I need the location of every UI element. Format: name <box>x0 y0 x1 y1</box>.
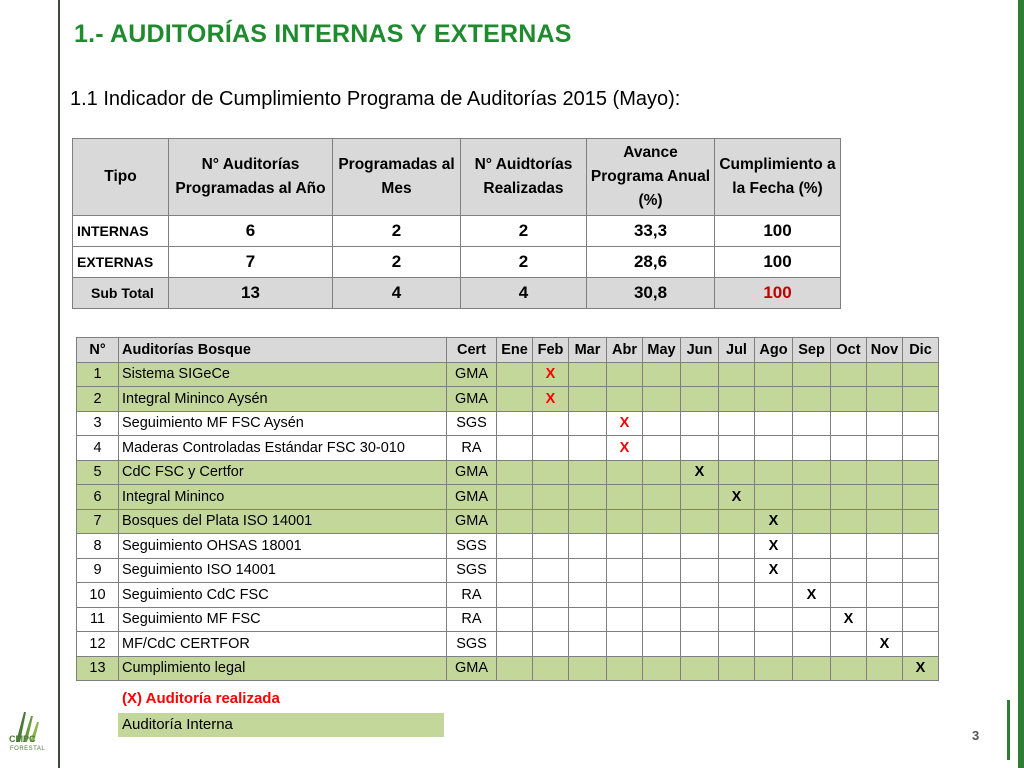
summary-header-cell: N° Auditorías Programadas al Año <box>169 139 333 216</box>
audit-month-cell <box>831 362 867 387</box>
audit-name: Sistema SIGeCe <box>119 362 447 387</box>
audit-header-cell: Nov <box>867 338 903 363</box>
left-vertical-rule <box>58 0 60 768</box>
audit-month-cell <box>755 411 793 436</box>
audit-number: 11 <box>77 607 119 632</box>
audit-month-cell <box>681 558 719 583</box>
audit-month-cell <box>607 632 643 657</box>
audit-month-cell <box>533 509 569 534</box>
audit-month-cell <box>831 387 867 412</box>
audit-month-cell <box>903 460 939 485</box>
summary-header-cell: Avance Programa Anual (%) <box>587 139 715 216</box>
audit-name: Seguimiento OHSAS 18001 <box>119 534 447 559</box>
audit-month-cell <box>569 362 607 387</box>
audit-month-cell <box>867 558 903 583</box>
audit-month-cell <box>719 509 755 534</box>
audit-name: Integral Mininco Aysén <box>119 387 447 412</box>
audit-month-cell <box>793 387 831 412</box>
audit-month-cell <box>867 607 903 632</box>
audit-name: Seguimiento ISO 14001 <box>119 558 447 583</box>
audit-month-cell <box>793 534 831 559</box>
audit-month-cell <box>681 362 719 387</box>
summary-highlight-cell: 100 <box>715 278 841 309</box>
audit-month-cell <box>607 534 643 559</box>
audit-month-cell <box>643 411 681 436</box>
audit-month-cell <box>755 632 793 657</box>
table-row <box>77 583 939 608</box>
audit-header-cell: Cert <box>447 338 497 363</box>
audit-month-cell <box>793 411 831 436</box>
audit-month-cell <box>867 485 903 510</box>
audit-month-cell <box>569 583 607 608</box>
audit-name: MF/CdC CERTFOR <box>119 632 447 657</box>
audit-month-cell <box>903 485 939 510</box>
audit-month-cell <box>533 460 569 485</box>
audit-header-cell: Ago <box>755 338 793 363</box>
audit-month-cell <box>719 632 755 657</box>
audit-number: 8 <box>77 534 119 559</box>
audit-number: 6 <box>77 485 119 510</box>
summary-cell: 28,6 <box>587 247 715 278</box>
audit-month-cell <box>755 387 793 412</box>
audit-month-cell <box>903 509 939 534</box>
audit-month-cell <box>643 632 681 657</box>
audit-month-cell <box>533 436 569 461</box>
audit-name: Cumplimiento legal <box>119 656 447 681</box>
audit-number: 7 <box>77 509 119 534</box>
audit-month-cell <box>533 534 569 559</box>
summary-cell: 2 <box>333 216 461 247</box>
audit-month-cell <box>755 485 793 510</box>
audit-month-cell <box>903 411 939 436</box>
audit-month-cell <box>831 460 867 485</box>
audit-month-cell <box>643 436 681 461</box>
audit-month-cell <box>903 607 939 632</box>
audit-month-mark: X <box>903 656 939 681</box>
audit-month-cell <box>755 436 793 461</box>
audit-month-cell <box>719 460 755 485</box>
audit-month-cell <box>533 656 569 681</box>
table-row <box>77 558 939 583</box>
audit-month-cell <box>867 362 903 387</box>
audit-cert: RA <box>447 607 497 632</box>
table-row <box>77 411 939 436</box>
audit-month-cell <box>793 656 831 681</box>
audit-month-cell <box>569 656 607 681</box>
audit-month-cell <box>607 558 643 583</box>
audit-month-mark: X <box>831 607 867 632</box>
summary-subtotal-row <box>73 278 841 309</box>
summary-cell: 30,8 <box>587 278 715 309</box>
audit-month-cell <box>831 485 867 510</box>
audit-month-cell <box>867 583 903 608</box>
audit-month-cell <box>533 558 569 583</box>
audit-month-cell <box>643 362 681 387</box>
audit-month-cell <box>607 387 643 412</box>
audit-number: 9 <box>77 558 119 583</box>
audit-month-cell <box>831 656 867 681</box>
audit-cert: GMA <box>447 460 497 485</box>
summary-cell: 13 <box>169 278 333 309</box>
summary-cell: 100 <box>715 247 841 278</box>
table-row <box>77 485 939 510</box>
audit-month-cell <box>497 485 533 510</box>
audit-month-cell <box>497 534 533 559</box>
audit-cert: SGS <box>447 534 497 559</box>
audit-cert: SGS <box>447 411 497 436</box>
slide-title: 1.- AUDITORÍAS INTERNAS Y EXTERNAS <box>74 20 572 48</box>
audit-month-cell <box>719 411 755 436</box>
audit-month-cell <box>903 632 939 657</box>
right-accent-bar-small <box>1007 700 1010 760</box>
audit-month-cell <box>793 632 831 657</box>
audit-month-cell <box>607 607 643 632</box>
audit-month-cell <box>831 411 867 436</box>
audit-header-cell: Dic <box>903 338 939 363</box>
summary-cell: 2 <box>461 247 587 278</box>
summary-cell: Sub Total <box>73 278 169 309</box>
audit-month-cell <box>569 509 607 534</box>
audit-month-cell <box>643 460 681 485</box>
table-row <box>77 656 939 681</box>
audit-month-mark: X <box>681 460 719 485</box>
audit-month-cell <box>903 534 939 559</box>
audit-month-cell <box>867 534 903 559</box>
summary-cell: 2 <box>333 247 461 278</box>
audit-number: 13 <box>77 656 119 681</box>
audit-cert: RA <box>447 436 497 461</box>
audit-month-cell <box>793 362 831 387</box>
audit-month-cell <box>867 509 903 534</box>
audit-month-cell <box>569 558 607 583</box>
audit-month-cell <box>681 509 719 534</box>
audit-month-cell <box>607 460 643 485</box>
audit-month-cell <box>533 632 569 657</box>
audit-month-cell <box>681 436 719 461</box>
audit-month-cell <box>719 607 755 632</box>
audit-month-cell <box>643 509 681 534</box>
audit-month-mark: X <box>607 411 643 436</box>
audit-cert: RA <box>447 583 497 608</box>
audit-month-cell <box>681 656 719 681</box>
audit-month-cell <box>643 607 681 632</box>
audit-month-cell <box>793 607 831 632</box>
audit-month-cell <box>793 485 831 510</box>
audit-month-cell <box>867 436 903 461</box>
audit-header-cell: Feb <box>533 338 569 363</box>
slide-subtitle: 1.1 Indicador de Cumplimiento Programa de Auditorías 2015 (Mayo): <box>70 88 681 110</box>
audit-cert: SGS <box>447 558 497 583</box>
table-row <box>77 632 939 657</box>
audit-month-cell <box>533 485 569 510</box>
table-row <box>77 362 939 387</box>
audit-month-cell <box>719 656 755 681</box>
audit-header-cell: Jun <box>681 338 719 363</box>
audit-month-cell <box>497 656 533 681</box>
audit-schedule-table <box>76 337 939 681</box>
audit-name: CdC FSC y Certfor <box>119 460 447 485</box>
audit-month-cell <box>533 607 569 632</box>
summary-cell: EXTERNAS <box>73 247 169 278</box>
audit-header-cell: May <box>643 338 681 363</box>
audit-header-row <box>77 338 939 363</box>
legend-done-text: (X) Auditoría realizada <box>122 690 280 707</box>
audit-header-cell: Sep <box>793 338 831 363</box>
summary-cell: 33,3 <box>587 216 715 247</box>
audit-name: Seguimiento CdC FSC <box>119 583 447 608</box>
summary-cell: 7 <box>169 247 333 278</box>
audit-month-cell <box>569 387 607 412</box>
logo-subtext: FORESTAL <box>10 746 46 752</box>
audit-number: 12 <box>77 632 119 657</box>
audit-number: 5 <box>77 460 119 485</box>
audit-month-cell <box>681 411 719 436</box>
audit-month-cell <box>607 656 643 681</box>
audit-month-cell <box>903 387 939 412</box>
audit-month-cell <box>569 632 607 657</box>
audit-month-cell <box>569 607 607 632</box>
right-accent-bar <box>1018 0 1024 768</box>
summary-header-cell: Cumplimiento a la Fecha (%) <box>715 139 841 216</box>
summary-header-row <box>73 139 841 216</box>
audit-cert: GMA <box>447 656 497 681</box>
audit-month-cell <box>719 558 755 583</box>
audit-cert: GMA <box>447 387 497 412</box>
audit-month-cell <box>831 509 867 534</box>
audit-month-cell <box>681 485 719 510</box>
audit-number: 10 <box>77 583 119 608</box>
summary-cell: 4 <box>461 278 587 309</box>
audit-month-cell <box>497 632 533 657</box>
table-row <box>77 534 939 559</box>
audit-month-cell <box>719 534 755 559</box>
audit-month-mark: X <box>793 583 831 608</box>
logo-text: CMPC <box>9 734 36 744</box>
audit-header-cell: Abr <box>607 338 643 363</box>
audit-month-cell <box>497 411 533 436</box>
audit-month-mark: X <box>607 436 643 461</box>
table-row <box>77 436 939 461</box>
audit-month-cell <box>643 534 681 559</box>
audit-month-cell <box>793 436 831 461</box>
audit-month-cell <box>755 656 793 681</box>
audit-cert: GMA <box>447 509 497 534</box>
audit-month-mark: X <box>755 534 793 559</box>
audit-month-cell <box>681 632 719 657</box>
audit-month-cell <box>719 362 755 387</box>
table-row <box>77 607 939 632</box>
audit-number: 3 <box>77 411 119 436</box>
audit-month-cell <box>607 509 643 534</box>
summary-row-internas <box>73 216 841 247</box>
audit-month-cell <box>755 362 793 387</box>
audit-month-cell <box>607 485 643 510</box>
audit-month-cell <box>903 362 939 387</box>
summary-cell: 2 <box>461 216 587 247</box>
audit-month-cell <box>643 485 681 510</box>
table-row <box>77 460 939 485</box>
audit-month-cell <box>643 656 681 681</box>
audit-month-cell <box>681 583 719 608</box>
audit-month-cell <box>793 460 831 485</box>
audit-month-cell <box>497 436 533 461</box>
audit-month-cell <box>867 656 903 681</box>
audit-header-cell: Jul <box>719 338 755 363</box>
audit-month-cell <box>497 583 533 608</box>
audit-month-cell <box>793 558 831 583</box>
audit-month-cell <box>793 509 831 534</box>
audit-month-cell <box>569 485 607 510</box>
audit-month-cell <box>681 387 719 412</box>
audit-name: Integral Mininco <box>119 485 447 510</box>
summary-header-cell: Tipo <box>73 139 169 216</box>
audit-month-cell <box>533 411 569 436</box>
audit-month-cell <box>643 583 681 608</box>
audit-cert: SGS <box>447 632 497 657</box>
audit-month-mark: X <box>719 485 755 510</box>
audit-month-cell <box>497 558 533 583</box>
summary-cell: 100 <box>715 216 841 247</box>
audit-month-cell <box>643 387 681 412</box>
audit-name: Maderas Controladas Estándar FSC 30-010 <box>119 436 447 461</box>
audit-month-cell <box>903 583 939 608</box>
audit-month-cell <box>497 387 533 412</box>
audit-month-cell <box>643 558 681 583</box>
audit-month-cell <box>831 436 867 461</box>
audit-month-cell <box>831 583 867 608</box>
audit-name: Seguimiento MF FSC Aysén <box>119 411 447 436</box>
audit-header-cell: Auditorías Bosque <box>119 338 447 363</box>
audit-month-cell <box>719 436 755 461</box>
audit-number: 4 <box>77 436 119 461</box>
audit-name: Seguimiento MF FSC <box>119 607 447 632</box>
audit-month-cell <box>867 411 903 436</box>
audit-month-cell <box>607 362 643 387</box>
audit-month-cell <box>497 509 533 534</box>
audit-month-cell <box>755 607 793 632</box>
audit-header-cell: Mar <box>569 338 607 363</box>
audit-month-cell <box>681 534 719 559</box>
table-row <box>77 387 939 412</box>
audit-header-cell: N° <box>77 338 119 363</box>
audit-month-mark: X <box>867 632 903 657</box>
summary-cell: 4 <box>333 278 461 309</box>
audit-month-cell <box>533 583 569 608</box>
audit-header-cell: Ene <box>497 338 533 363</box>
audit-number: 1 <box>77 362 119 387</box>
summary-cell: 6 <box>169 216 333 247</box>
audit-table-body <box>77 338 939 681</box>
audit-month-mark: X <box>755 509 793 534</box>
audit-month-cell <box>569 460 607 485</box>
audit-month-cell <box>719 583 755 608</box>
audit-month-cell <box>831 632 867 657</box>
legend-internal-swatch: Auditoría Interna <box>118 713 444 737</box>
audit-cert: GMA <box>447 485 497 510</box>
summary-header-cell: Programadas al Mes <box>333 139 461 216</box>
audit-month-cell <box>719 387 755 412</box>
summary-row-externas <box>73 247 841 278</box>
audit-month-mark: X <box>533 387 569 412</box>
audit-name: Bosques del Plata ISO 14001 <box>119 509 447 534</box>
audit-month-cell <box>569 411 607 436</box>
audit-month-cell <box>497 460 533 485</box>
audit-month-cell <box>755 583 793 608</box>
summary-header-cell: N° Auidtorías Realizadas <box>461 139 587 216</box>
table-row <box>77 509 939 534</box>
audit-month-cell <box>903 558 939 583</box>
audit-month-cell <box>569 534 607 559</box>
audit-month-cell <box>569 436 607 461</box>
audit-month-cell <box>903 436 939 461</box>
audit-month-mark: X <box>533 362 569 387</box>
audit-number: 2 <box>77 387 119 412</box>
audit-month-cell <box>831 534 867 559</box>
audit-month-cell <box>755 460 793 485</box>
audit-month-cell <box>497 362 533 387</box>
audit-month-mark: X <box>755 558 793 583</box>
audit-month-cell <box>497 607 533 632</box>
summary-table <box>72 138 841 309</box>
summary-cell: INTERNAS <box>73 216 169 247</box>
audit-month-cell <box>831 558 867 583</box>
audit-month-cell <box>867 460 903 485</box>
audit-month-cell <box>681 607 719 632</box>
page-number: 3 <box>972 728 980 743</box>
audit-month-cell <box>867 387 903 412</box>
audit-month-cell <box>607 583 643 608</box>
audit-header-cell: Oct <box>831 338 867 363</box>
audit-cert: GMA <box>447 362 497 387</box>
